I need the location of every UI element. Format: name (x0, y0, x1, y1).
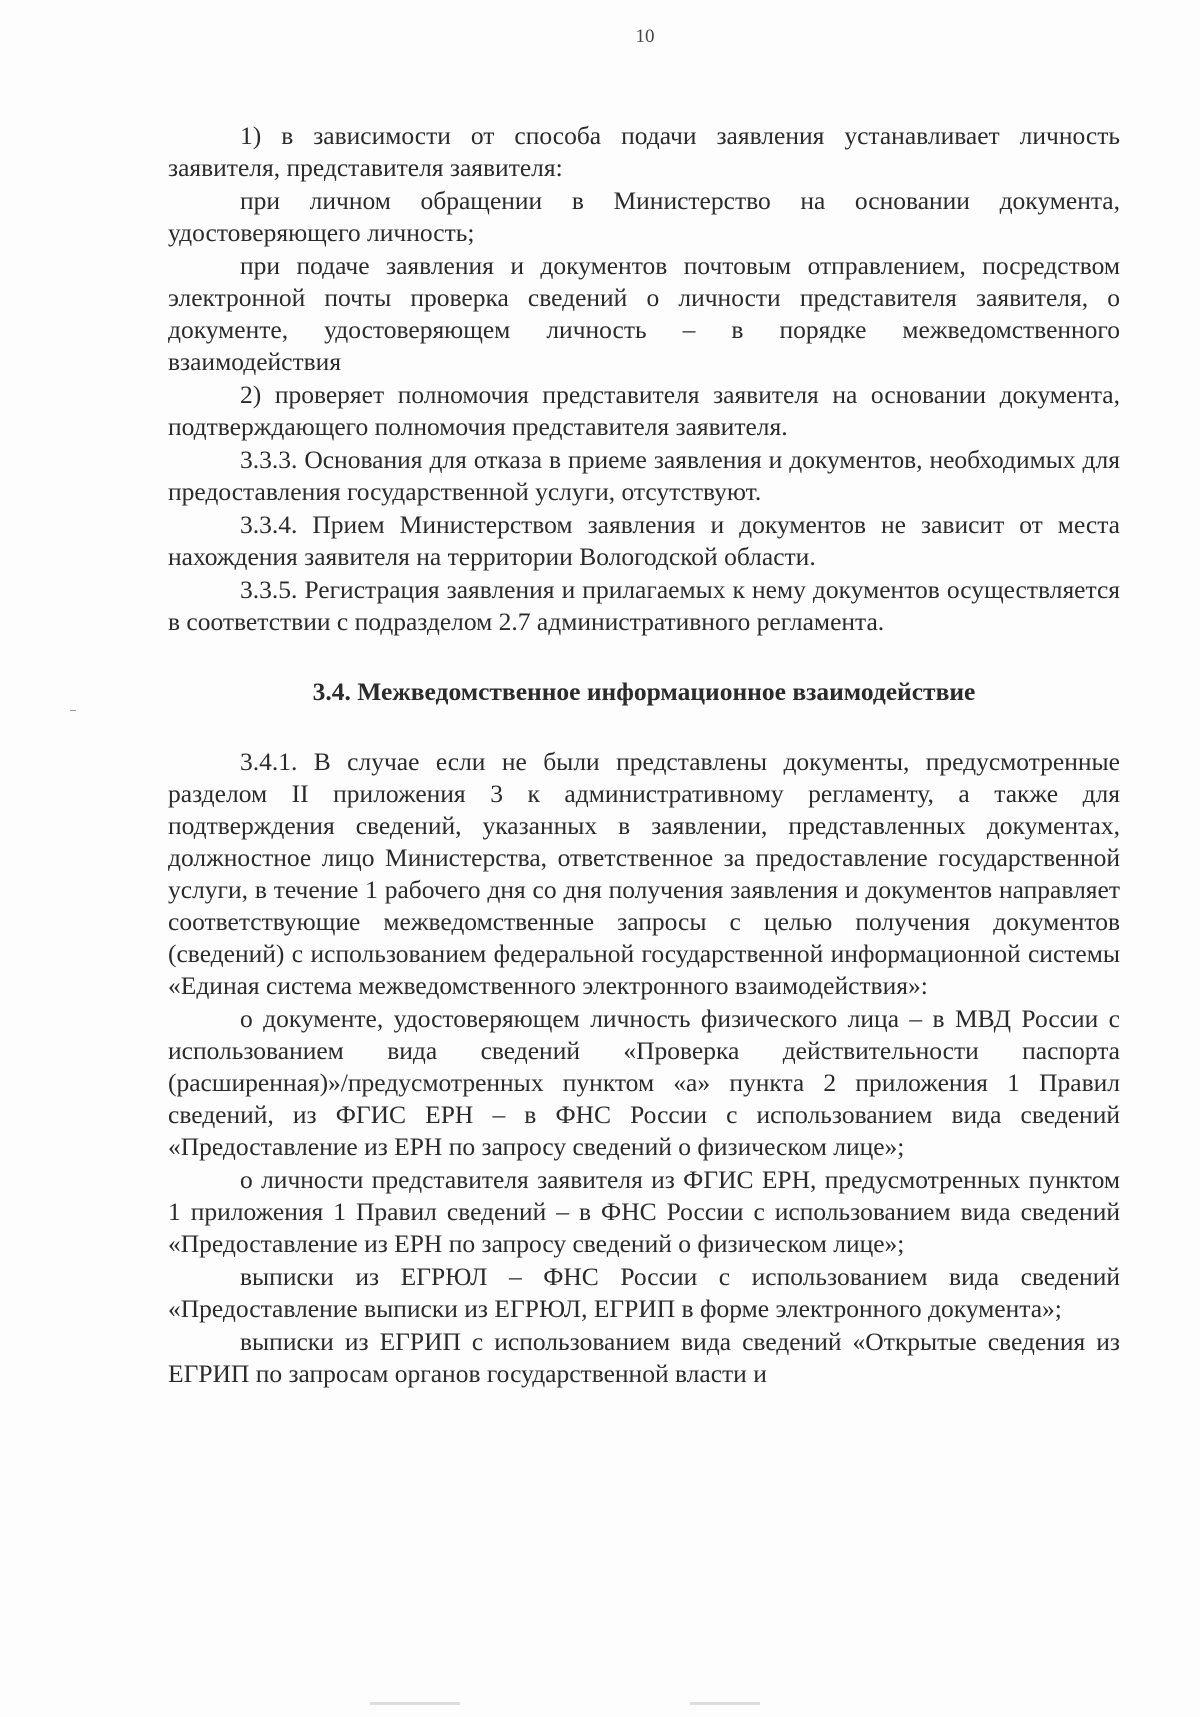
paragraph: выписки из ЕГРИП с использованием вида сведений «Открытые сведения из ЕГРИП по запросам органов государственной власти и (168, 1327, 1120, 1388)
paragraph: при подаче заявления и документов почтовым отправлением, посредством электронной почты проверка сведений о личности представителя заявителя, о документе, удостоверяющем личность – в порядке межведомственного взаимодействия (168, 251, 1120, 376)
paragraph: выписки из ЕГРЮЛ – ФНС России с использованием вида сведений «Предоставление выписки из ЕГРЮЛ, ЕГРИП в форме электронного документа»; (168, 1262, 1120, 1323)
paragraph: о документе, удостоверяющем личность физического лица – в МВД России с использованием вида сведений «Проверка действительности паспорта (расширенная)»/предусмотренных пунктом «а» пункта 2 приложения 1 Правил сведений, из ФГИС ЕРН – в ФНС России с использованием вида сведений «Предоставление из ЕРН по запросу сведений о физическом лице»; (168, 1004, 1120, 1161)
scan-artifact (70, 710, 76, 711)
paragraph: 3.3.3. Основания для отказа в приеме заявления и документов, необходимых для предоставления государственной услуги, отсутствуют. (168, 445, 1120, 506)
paragraph: 3.4.1. В случае если не были представлены документы, предусмотренные разделом II приложения 3 к административному регламенту, а также для подтверждения сведений, указанных в заявлении, представленных документах, должностное лицо Министерства, ответственное за предоставление государственной услуги, в течение 1 рабочего дня со дня получения заявления и документов направляет соответствующие межведомственные запросы с целью получения документов (сведений) с использованием федеральной государственной информационной системы «Единая система межведомственного электронного взаимодействия»: (168, 747, 1120, 1000)
section-heading: 3.4. Межведомственное информационное взаимодействие (312, 677, 976, 706)
scan-artifact (690, 1702, 760, 1705)
paragraph: 2) проверяет полномочия представителя заявителя на основании документа, подтверждающего полномочия представителя заявителя. (168, 380, 1120, 441)
document-body (168, 120, 1120, 1391)
paragraph: 3.3.5. Регистрация заявления и прилагаемых к нему документов осуществляется в соответствии с подразделом 2.7 административного регламента. (168, 575, 1120, 636)
paragraph: 3.3.4. Прием Министерством заявления и документов не зависит от места нахождения заявителя на территории Вологодской области. (168, 510, 1120, 571)
page-number: 10 (635, 26, 655, 47)
scan-artifact (370, 1702, 460, 1705)
paragraph: при личном обращении в Министерство на основании документа, удостоверяющего личность; (168, 186, 1120, 247)
paragraph: 1) в зависимости от способа подачи заявления устанавливает личность заявителя, представителя заявителя: (168, 121, 1120, 182)
paragraph: о личности представителя заявителя из ФГИС ЕРН, предусмотренных пунктом 1 приложения 1 Правил сведений – в ФНС России с использованием вида сведений «Предоставление из ЕРН по запросу сведений о физическом лице»; (168, 1165, 1120, 1258)
